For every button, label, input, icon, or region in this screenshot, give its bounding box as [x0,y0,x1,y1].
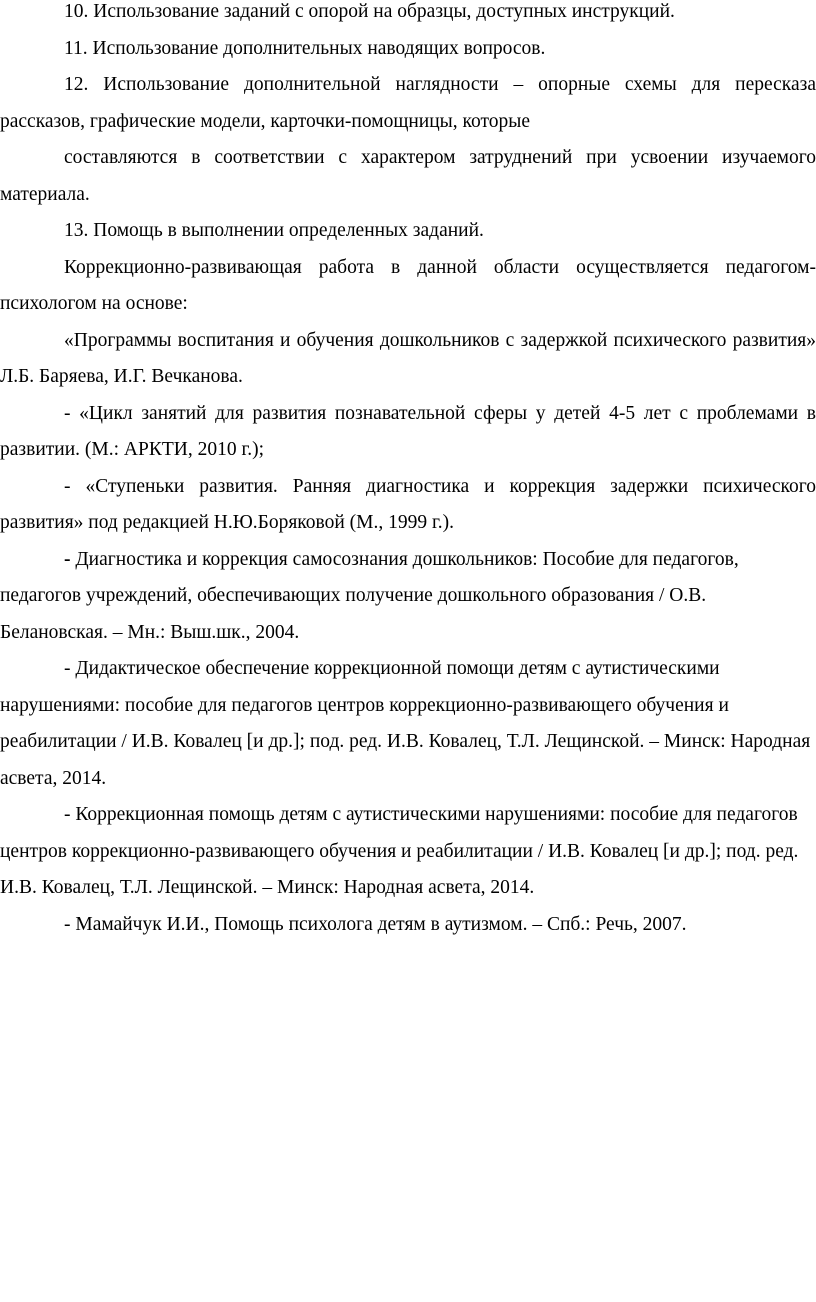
reference-program: «Программы воспитания и обучения дошкольников с задержкой психического развития» Л.Б. Баряева, И.Г. Вечканова. [0,329,816,387]
reference-mamaychuk: - Мамайчук И.И., Помощь психолога детям в аутизмом. – Спб.: Речь, 2007. [64,913,687,935]
bold-dash: - [64,548,71,570]
reference-correction-help: - Коррекционная помощь детям с аутистическими нарушениями: пособие для педагогов центров коррекционно-развивающего обучения и реабилитации / И.В. Ковалец [и др.]; под. ред. И.В. Ковалец, Т.Л. Лещинской. – Минск: Народная асвета, 2014. [0,804,799,898]
reference-steps: - «Ступеньки развития. Ранняя диагностика и коррекция задержки психического развития» под редакцией Н.Ю.Боряковой (М., 1999 г.). [0,475,816,533]
list-item-13: 13. Помощь в выполнении определенных заданий. [64,220,484,241]
reference-didactic: - Дидактическое обеспечение коррекционной помощи детям с аутистическими нарушениями: пособие для педагогов центров коррекционно-развивающего обучения и реабилитации / И.В. Ковалец [и др.]; под. ред. И.В. Ковалец, Т.Л. Лещинской. – Минск: Народная асвета, 2014. [0,658,811,789]
list-item-12-continuation: составляются в соответствии с характером затруднений при усвоении изучаемого материала. [0,147,816,205]
reference-diagnostics [0,542,816,652]
list-item-11: 11. Использование дополнительных наводящих вопросов. [64,37,546,59]
reference-cycle: - «Цикл занятий для развития познавательной сферы у детей 4-5 лет с проблемами в развитии. (М.: АРКТИ, 2010 г.); [0,402,816,460]
reference-diagnostics-text: Диагностика и коррекция самосознания дошкольников: Пособие для педагогов, педагогов учреждений, обеспечивающих получение дошкольного образования / О.В. Белановская. – Мн.: Выш.шк., 2004. [0,548,739,643]
list-item-12: 12. Использование дополнительной наглядности – опорные схемы для пересказа рассказов, графические модели, карточки-помощницы, которые [0,74,816,132]
list-item-10: 10. Использование заданий с опорой на образцы, доступных инструкций. [64,1,675,22]
basis-intro-paragraph: Коррекционно-развивающая работа в данной области осуществляется педагогом-психологом на основе: [0,256,816,314]
